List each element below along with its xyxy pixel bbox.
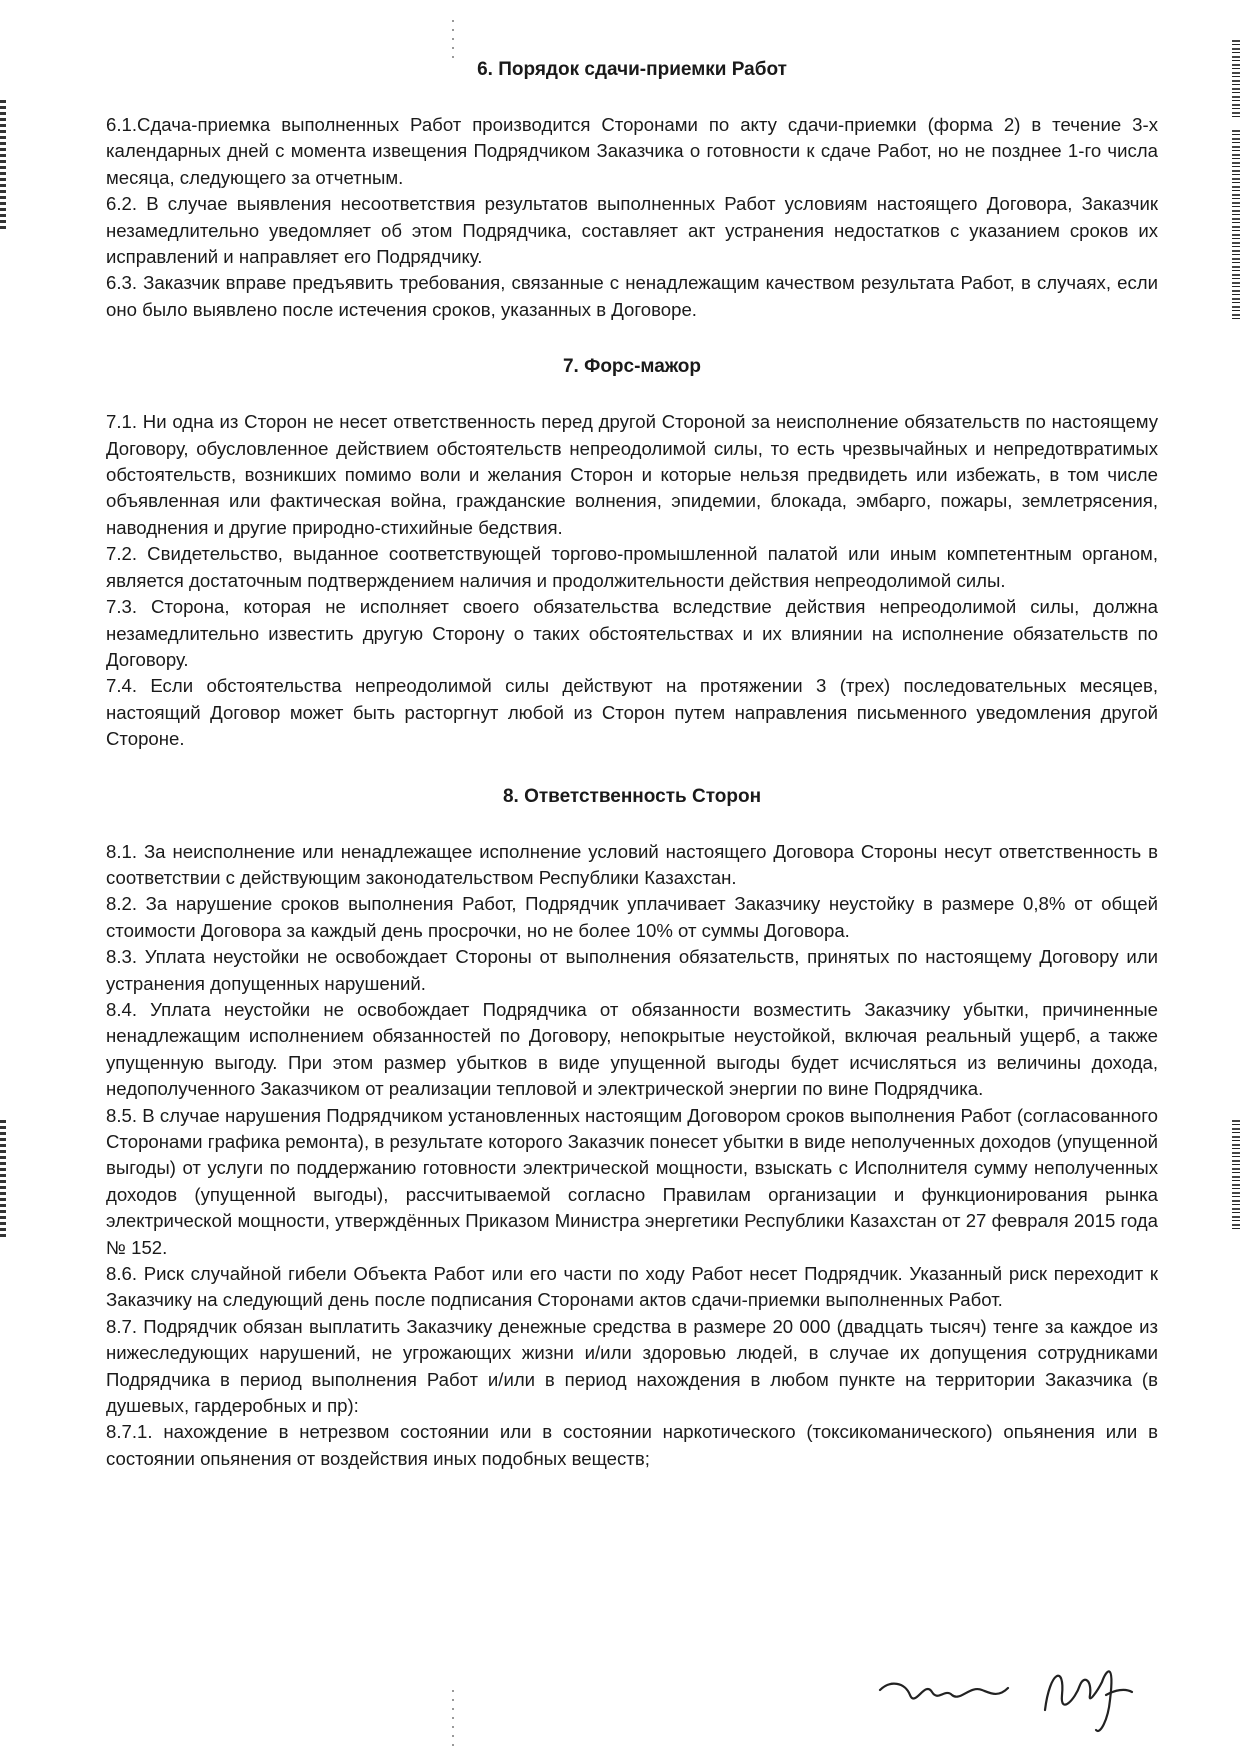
section-6 — [106, 56, 1158, 323]
section-8 — [106, 783, 1158, 1473]
scan-artifact — [1232, 40, 1240, 120]
paragraph: 8.4. Уплата неустойки не освобождает Подрядчика от обязанности возместить Заказчику убытки, причиненные ненадлежащим исполнением обязанностей по Договору, непокрытые неустойкой, включая реальный ущерб, а также упущенную выгоду. При этом размер убытков в виде упущенной выгоды будет исчисляться из величины дохода, недополученного Заказчиком от реализации тепловой и электрической энергии по вине Подрядчика. — [106, 998, 1158, 1100]
paragraph: 8.7. Подрядчик обязан выплатить Заказчику денежные средства в размере 20 000 (двадцать тысяч) тенге за каждое из нижеследующих нарушений, не угрожающих жизни и/или здоровью людей, в случае их допущения сотрудниками Подрядчика в период выполнения Работ и/или в период нахождения в любом пункте на территории Заказчика (в душевых, гардеробных и пр): — [106, 1315, 1158, 1417]
fold-line — [452, 20, 454, 60]
section-title: 7. Форс-мажор — [562, 356, 702, 378]
scan-artifact — [1232, 130, 1240, 320]
fold-line — [452, 1690, 454, 1750]
scan-artifact — [0, 100, 6, 230]
paragraph: 6.1.Сдача-приемка выполненных Работ производится Сторонами по акту сдачи-приемки (форма 2) в течение 3-х календарных дней с момента извещения Подрядчиком Заказчика о готовности к сдаче Работ, но не позднее 1-го числа месяца, следующего за отчетным. — [106, 114, 1158, 188]
paragraph: 7.3. Сторона, которая не исполняет своего обязательства вследствие действия непреодолимой силы, должна незамедлительно известить другую Сторону о таких обстоятельствах и их влиянии на исполнение обязательств по Договору. — [106, 596, 1158, 670]
paragraph: 6.2. В случае выявления несоответствия результатов выполненных Работ условиям настоящего Договора, Заказчик незамедлительно уведомляет об этом Подрядчика, составляет акт устранения недостатков с указанием сроков их исправлений и направляет его Подрядчику. — [106, 193, 1158, 268]
section-title: 6. Порядок сдачи-приемки Работ — [477, 59, 787, 80]
section-7 — [106, 353, 1158, 752]
paragraph: 8.5. В случае нарушения Подрядчиком установленных настоящим Договором сроков выполнения Работ (согласованного Сторонами графика ремонта), в результате которого Заказчик понесет убытки в виде неполученных доходов (упущенной выгоды) от услуги по поддержанию готовности электрической мощности, взыскать с Исполнителя сумму неполученных доходов (упущенной выгоды), рассчитываемой согласно Правилам организации и функционирования рынка электрической мощности, утверждённых Приказом Министра энергетики Республики Казахстан от 27 февраля 2015 года № 152. — [106, 1104, 1158, 1258]
document-body — [106, 56, 1158, 1472]
signature-2 — [1045, 1671, 1132, 1731]
scan-artifact — [1232, 1120, 1240, 1230]
paragraph: 6.3. Заказчик вправе предъявить требования, связанные с ненадлежащим качеством результата Работ, в случаях, если оно было выявлено после истечения сроков, указанных в Договоре. — [106, 272, 1158, 320]
section-title: 8. Ответственность Сторон — [502, 785, 762, 807]
paragraph: 8.3. Уплата неустойки не освобождает Стороны от выполнения обязательств, принятых по настоящему Договору или устранения допущенных нарушений. — [106, 946, 1158, 994]
paragraph: 8.1. За неисполнение или ненадлежащее исполнение условий настоящего Договора Стороны несут ответственность в соответствии с действующим законодательством Республики Казахстан. — [106, 840, 1158, 888]
paragraph: 8.7.1. нахождение в нетрезвом состоянии или в состоянии наркотического (токсикоманического) опьянения или в состоянии опьянения от воздействия иных подобных веществ; — [106, 1421, 1158, 1469]
paragraph: 7.2. Свидетельство, выданное соответствующей торгово-промышленной палатой или иным компетентным органом, является достаточным подтверждением наличия и продолжительности действия непреодолимой силы. — [106, 543, 1158, 591]
paragraph: 8.6. Риск случайной гибели Объекта Работ или его части по ходу Работ несет Подрядчик. Указанный риск переходит к Заказчику на следующий день после подписания Сторонами актов сдачи-приемки выполненных Работ. — [106, 1263, 1158, 1311]
paragraph: 7.4. Если обстоятельства непреодолимой силы действуют на протяжении 3 (трех) последовательных месяцев, настоящий Договор может быть расторгнут любой из Сторон путем направления письменного уведомления другой Стороне. — [106, 675, 1158, 750]
paragraph: 8.2. За нарушение сроков выполнения Работ, Подрядчик уплачивает Заказчику неустойку в размере 0,8% от общей стоимости Договора за каждый день просрочки, но не более 10% от суммы Договора. — [106, 893, 1158, 941]
scan-artifact — [0, 1120, 6, 1240]
signatures — [870, 1640, 1170, 1740]
signature-1 — [880, 1684, 1008, 1699]
paragraph: 7.1. Ни одна из Сторон не несет ответственность перед другой Стороной за неисполнение обязательств по настоящему Договору, обусловленное действием обстоятельств непреодолимой силы, то есть чрезвычайных и непредотвратимых обстоятельств, возникших помимо воли и желания Сторон и которые нельзя предвидеть или избежать, в том числе объявленная или фактическая война, гражданские волнения, эпидемии, блокада, эмбарго, пожары, землетрясения, наводнения и другие природно-стихийные бедствия. — [106, 411, 1158, 538]
